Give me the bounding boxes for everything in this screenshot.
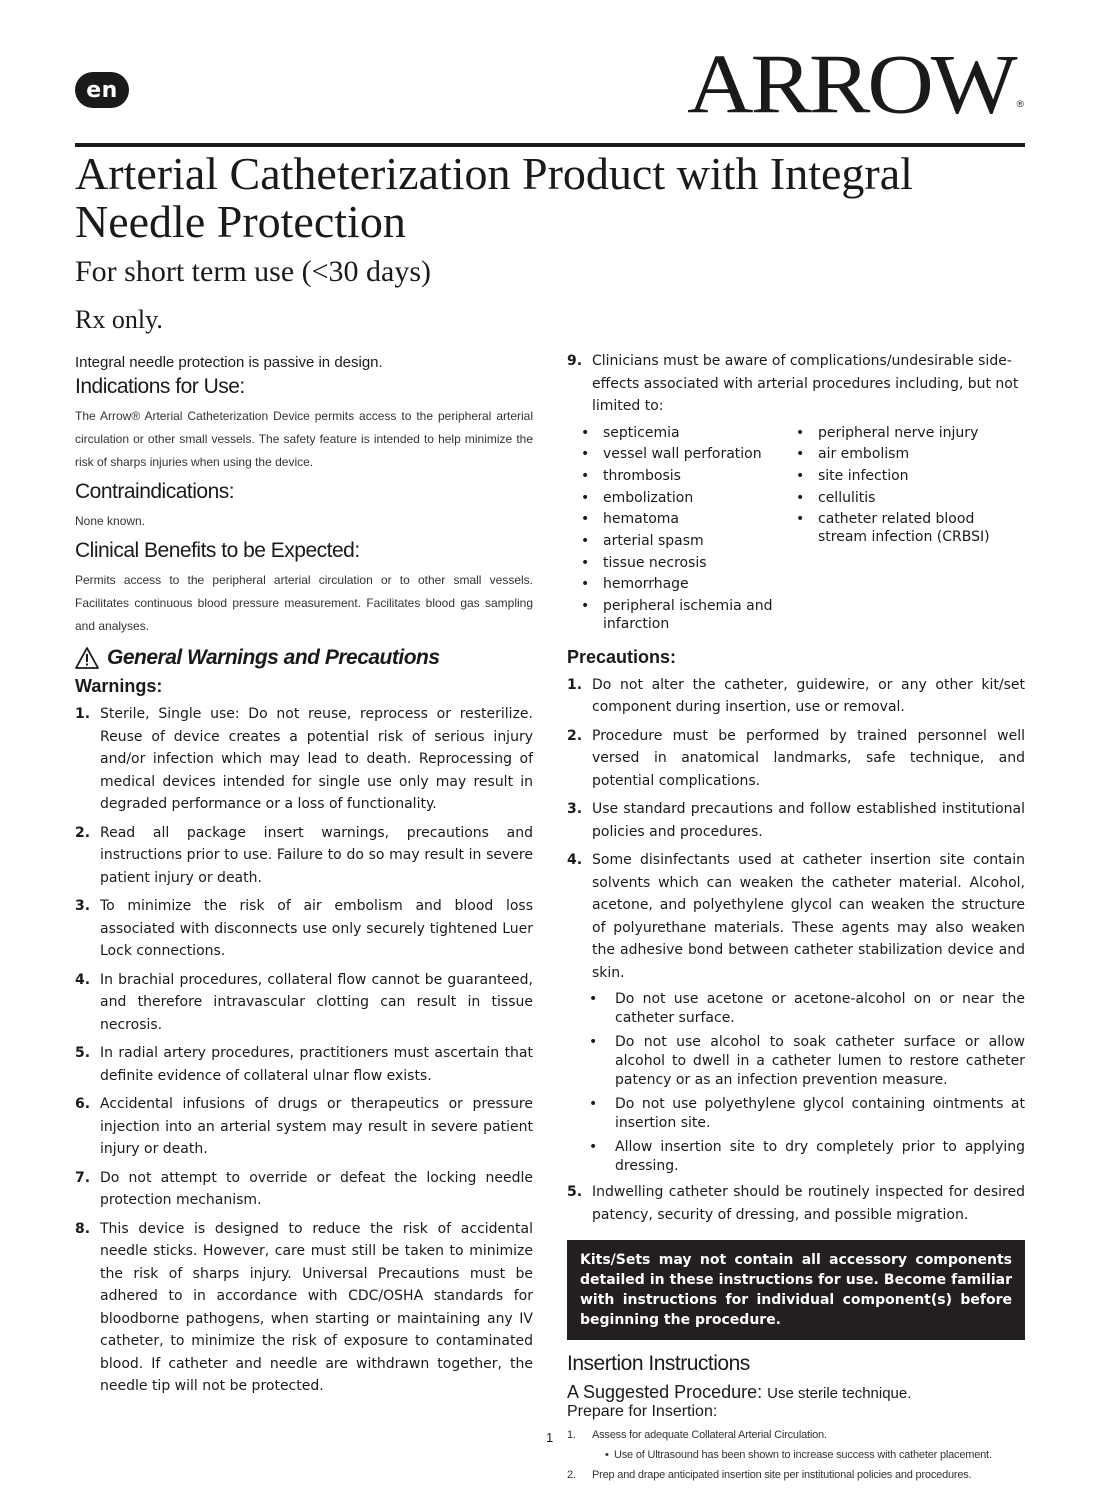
indications-heading: Indications for Use: bbox=[75, 375, 245, 398]
general-warnings-title: General Warnings and Precautions bbox=[107, 646, 440, 669]
prepare-heading: Prepare for Insertion: bbox=[567, 1403, 718, 1421]
contraindications-heading: Contraindications: bbox=[75, 480, 235, 503]
list-item: 2. Prep and drape anticipated insertion site per institutional policies and procedures. bbox=[567, 1469, 972, 1482]
complications-col-2 bbox=[796, 424, 1011, 637]
list-item: • Do not use polyethylene glycol containing ointments at insertion site. bbox=[589, 1096, 1025, 1132]
header-rule bbox=[75, 143, 1025, 147]
list-item: 2. Procedure must be performed by trained personnel well versed in anatomical landmarks, safe technique, and potential complications. bbox=[567, 727, 1025, 789]
list-item: • vessel wall perforation bbox=[581, 446, 762, 463]
sterile-technique-note: Use sterile technique. bbox=[767, 1385, 912, 1403]
benefits-heading: Clinical Benefits to be Expected: bbox=[75, 539, 360, 562]
list-item: • Do not use alcohol to soak catheter surface or allow alcohol to dwell in a catheter lumen to restore catheter patency or as an infection prevention measure. bbox=[589, 1034, 1025, 1089]
right-column bbox=[567, 350, 1025, 1485]
list-item: 7. Do not attempt to override or defeat the locking needle protection mechanism. bbox=[75, 1169, 533, 1208]
list-item: • cellulitis bbox=[796, 489, 876, 506]
list-item: • catheter related blood stream infection (CRBSI) bbox=[796, 511, 990, 546]
benefits-text: Permits access to the peripheral arterial circulation or to other small vessels. Facilitates continuous blood pressure measurement. Facilitates blood gas sampling and analyses. bbox=[75, 573, 533, 633]
list-item: 4. Some disinfectants used at catheter insertion site contain solvents which can weaken the catheter material. Alcohol, acetone, and polyethylene glycol can weaken the structure of polyurethane materials. These agents may also weaken the adhesive bond between catheter stabilization device and skin. bbox=[567, 852, 1025, 981]
insertion-heading: Insertion Instructions bbox=[567, 1352, 750, 1376]
list-item: 9. Clinicians must be aware of complications/undesirable side-effects associated with arterial procedures including, but not limited to: bbox=[567, 353, 1019, 414]
prepare-steps bbox=[567, 1425, 1025, 1485]
complications-list bbox=[581, 424, 1025, 637]
list-item: • septicemia bbox=[581, 424, 680, 441]
warning-triangle-icon bbox=[75, 647, 99, 669]
list-item: 1. Assess for adequate Collateral Arterial Circulation. bbox=[567, 1429, 827, 1442]
precautions-heading: Precautions: bbox=[567, 646, 677, 667]
warnings-heading: Warnings: bbox=[75, 676, 163, 696]
list-item: 2. Read all package insert warnings, precautions and instructions prior to use. Failure to do so may result in severe patient injury or death. bbox=[75, 824, 533, 886]
left-column bbox=[75, 350, 533, 1404]
document-title: Arterial Catheterization Product with Integral Needle Protection bbox=[75, 148, 913, 247]
list-item: • arterial spasm bbox=[581, 532, 704, 549]
precaution-5 bbox=[567, 1181, 1025, 1226]
list-item: • Use of Ultrasound has been shown to increase success with catheter placement. bbox=[605, 1449, 992, 1462]
precautions-list bbox=[567, 674, 1025, 985]
list-item: 1. Do not alter the catheter, guidewire, or any other kit/set component during insertion, use or removal. bbox=[567, 676, 1025, 716]
contraindications-text: None known. bbox=[75, 514, 146, 528]
language-badge: en bbox=[75, 72, 129, 108]
suggested-label: A Suggested Procedure: bbox=[567, 1382, 763, 1403]
logo-text: ARROW bbox=[687, 37, 1015, 131]
page-number: 1 bbox=[546, 1430, 554, 1445]
intro-text: Integral needle protection is passive in design. bbox=[75, 354, 383, 371]
list-item: 4. In brachial procedures, collateral flow cannot be guaranteed, and therefore intravascular clotting can result in tissue necrosis. bbox=[75, 971, 533, 1033]
warning-9 bbox=[567, 350, 1025, 418]
indications-text: The Arrow® Arterial Catheterization Device permits access to the peripheral arterial circulation or other small vessels. The safety feature is intended to help minimize the risk of sharps injuries when using the device. bbox=[75, 409, 533, 469]
list-item: 3. To minimize the risk of air embolism and blood loss associated with disconnects use only securely tightened Luer Lock connections. bbox=[75, 898, 533, 959]
list-item: • Allow insertion site to dry completely prior to applying dressing. bbox=[589, 1139, 1025, 1175]
list-item: 6. Accidental infusions of drugs or therapeutics or pressure injection into an arterial system may result in severe patient injury or death. bbox=[75, 1096, 533, 1157]
list-item: • embolization bbox=[581, 489, 694, 506]
warnings-list bbox=[75, 703, 533, 1398]
arrow-logo bbox=[687, 37, 1024, 131]
document-subtitle: For short term use (<30 days) bbox=[75, 255, 432, 288]
list-item: • hemorrhage bbox=[581, 576, 689, 593]
rx-only-label: Rx only. bbox=[75, 305, 163, 334]
precaution-4-bullets bbox=[567, 990, 1025, 1176]
list-item: • air embolism bbox=[796, 446, 910, 463]
list-item: • peripheral ischemia and infarction bbox=[581, 598, 773, 632]
list-item: • peripheral nerve injury bbox=[796, 424, 979, 441]
registered-mark: ® bbox=[1016, 99, 1024, 110]
list-item: 3. Use standard precautions and follow established institutional policies and procedures. bbox=[567, 801, 1025, 840]
list-item: 1. Sterile, Single use: Do not reuse, reprocess or resterilize. Reuse of device creates a potential risk of serious injury and/or infection which may lead to death. Reprocessing of medical devices intended for single use only may result in degraded performance or a loss of functionality. bbox=[75, 706, 533, 812]
list-item: 5. Indwelling catheter should be routinely inspected for desired patency, security of dressing, and possible migration. bbox=[567, 1184, 1025, 1223]
list-item: • Do not use acetone or acetone-alcohol on or near the catheter surface. bbox=[589, 991, 1025, 1027]
list-item: • hematoma bbox=[581, 511, 679, 528]
list-item: • thrombosis bbox=[581, 467, 681, 484]
list-item: • tissue necrosis bbox=[581, 554, 707, 571]
list-item: • site infection bbox=[796, 467, 909, 484]
kits-note-box: Kits/Sets may not contain all accessory components detailed in these instructions for use. Become familiar with instructions for individual component(s) before beginning the procedure. bbox=[567, 1240, 1025, 1340]
general-warnings-heading bbox=[75, 646, 533, 670]
complications-col-1 bbox=[581, 424, 796, 637]
suggested-procedure bbox=[567, 1382, 1025, 1403]
list-item: 8. This device is designed to reduce the risk of accidental needle sticks. However, care must still be taken to minimize the risk of sharps injury. Universal Precautions must be adhered to in accordance with CDC/OSHA standards for bloodborne pathogens, when starting or maintaining any IV catheter, to minimize the risk of exposure to contaminated blood. If catheter and needle are withdrawn together, the needle tip will not be protected. bbox=[75, 1220, 533, 1394]
list-item: 5. In radial artery procedures, practitioners must ascertain that definite evidence of collateral ulnar flow exists. bbox=[75, 1045, 533, 1084]
